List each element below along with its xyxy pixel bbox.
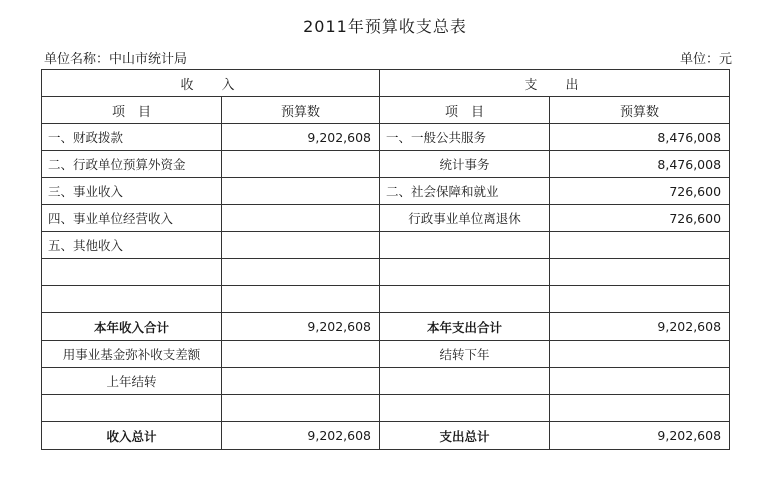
currency-unit: 单位：元 xyxy=(679,52,732,67)
page-title: 2011年预算收支总表 xyxy=(303,17,467,36)
expense-item: 二、社会保障和就业 xyxy=(380,178,550,205)
income-value xyxy=(222,341,380,368)
income-item: 四、事业单位经营收入 xyxy=(42,205,222,232)
expense-budget-header: 预算数 xyxy=(550,97,730,124)
income-section-header: 收入 xyxy=(42,70,380,97)
expense-value xyxy=(550,286,730,313)
income-value xyxy=(222,151,380,178)
expense-item xyxy=(380,286,550,313)
expense-value: 8,476,008 xyxy=(550,151,730,178)
table-row xyxy=(42,151,730,178)
expense-value xyxy=(550,368,730,395)
table-row xyxy=(42,341,730,368)
blank-cell xyxy=(380,395,550,422)
income-budget-header: 预算数 xyxy=(222,97,380,124)
income-item: 一、财政拨款 xyxy=(42,124,222,151)
income-value xyxy=(222,178,380,205)
income-item: 三、事业收入 xyxy=(42,178,222,205)
income-value xyxy=(222,232,380,259)
expense-item: 行政事业单位离退休 xyxy=(380,205,550,232)
year-expense-total-label: 本年支出合计 xyxy=(380,313,550,341)
blank-row xyxy=(42,395,730,422)
income-item: 二、行政单位预算外资金 xyxy=(42,151,222,178)
table-row xyxy=(42,232,730,259)
budget-table xyxy=(41,69,730,450)
expense-item: 一、一般公共服务 xyxy=(380,124,550,151)
expense-item xyxy=(380,368,550,395)
table-row xyxy=(42,286,730,313)
income-item xyxy=(42,286,222,313)
income-item xyxy=(42,259,222,286)
income-value xyxy=(222,205,380,232)
table-row xyxy=(42,205,730,232)
expense-item-header: 项 目 xyxy=(380,97,550,124)
income-item-header: 项 目 xyxy=(42,97,222,124)
table-row xyxy=(42,178,730,205)
expense-item: 结转下年 xyxy=(380,341,550,368)
income-item: 上年结转 xyxy=(42,368,222,395)
income-item: 五、其他收入 xyxy=(42,232,222,259)
grand-income-total-value: 9,202,608 xyxy=(222,422,380,450)
income-value xyxy=(222,368,380,395)
grand-income-total-label: 收入总计 xyxy=(42,422,222,450)
year-total-row xyxy=(42,313,730,341)
blank-cell xyxy=(550,395,730,422)
unit-name: 单位名称：中山市统计局 xyxy=(44,52,188,67)
income-value xyxy=(222,286,380,313)
table-row xyxy=(42,124,730,151)
year-income-total-value: 9,202,608 xyxy=(222,313,380,341)
column-header-row xyxy=(42,97,730,124)
year-expense-total-value: 9,202,608 xyxy=(550,313,730,341)
table-row xyxy=(42,368,730,395)
expense-value xyxy=(550,232,730,259)
year-income-total-label: 本年收入合计 xyxy=(42,313,222,341)
expense-value: 726,600 xyxy=(550,205,730,232)
expense-item: 统计事务 xyxy=(380,151,550,178)
expense-value xyxy=(550,259,730,286)
income-value: 9,202,608 xyxy=(222,124,380,151)
income-item: 用事业基金弥补收支差额 xyxy=(42,341,222,368)
income-value xyxy=(222,259,380,286)
section-header-row xyxy=(42,70,730,97)
expense-value xyxy=(550,341,730,368)
expense-value: 726,600 xyxy=(550,178,730,205)
blank-cell xyxy=(222,395,380,422)
expense-section-header: 支出 xyxy=(380,70,730,97)
grand-expense-total-value: 9,202,608 xyxy=(550,422,730,450)
expense-value: 8,476,008 xyxy=(550,124,730,151)
blank-cell xyxy=(42,395,222,422)
expense-item xyxy=(380,232,550,259)
grand-expense-total-label: 支出总计 xyxy=(380,422,550,450)
expense-item xyxy=(380,259,550,286)
table-row xyxy=(42,259,730,286)
grand-total-row xyxy=(42,422,730,450)
